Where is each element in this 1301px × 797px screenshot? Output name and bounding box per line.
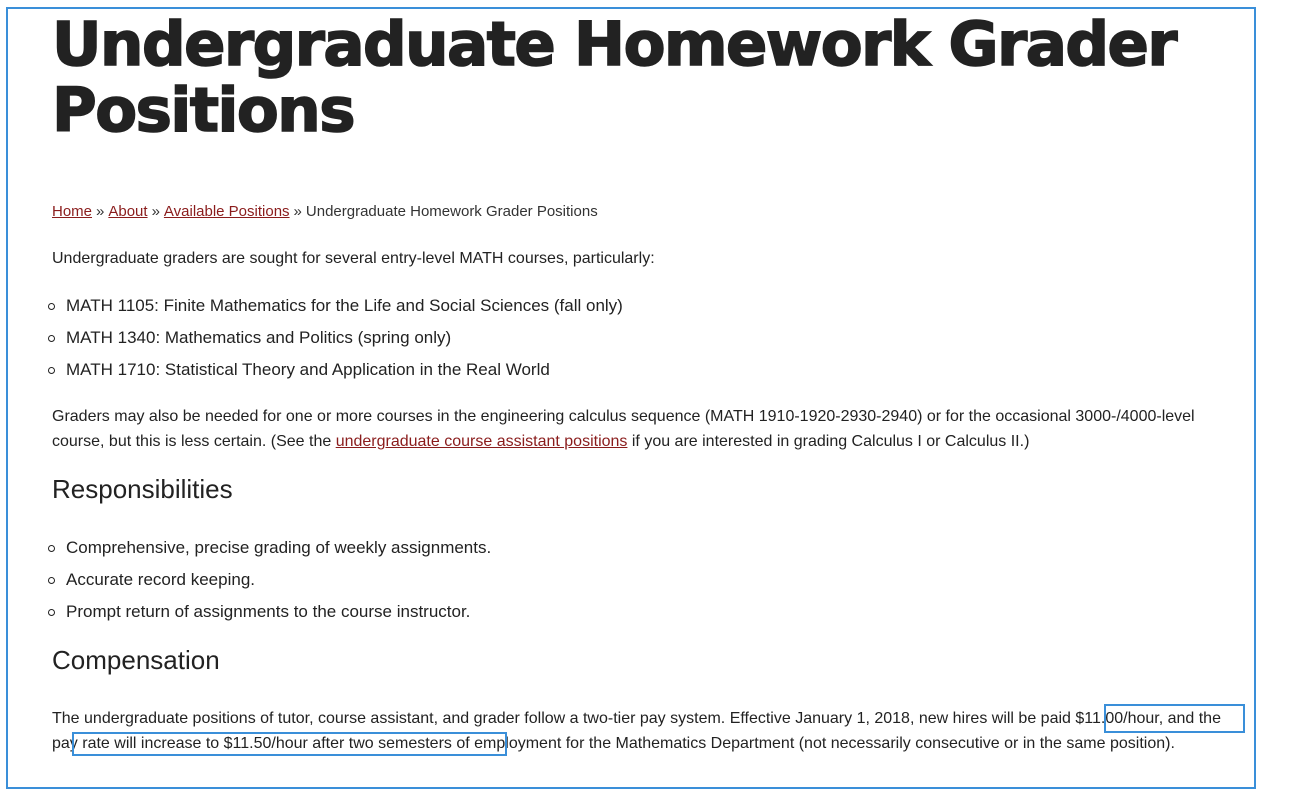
bullet-icon xyxy=(48,303,55,310)
breadcrumb-available-positions-link[interactable]: Available Positions xyxy=(163,203,290,220)
list-item xyxy=(44,532,491,564)
list-item xyxy=(44,322,623,354)
course-label: MATH 1710: Statistical Theory and Application in the Real World xyxy=(66,360,550,379)
breadcrumb-home-link[interactable]: Home xyxy=(52,203,93,220)
graders-note-text-end: if you are interested in grading Calculus I or Calculus II.) xyxy=(627,433,1030,450)
course-label: MATH 1105: Finite Mathematics for the Life and Social Sciences (fall only) xyxy=(66,296,623,315)
breadcrumb-separator: » xyxy=(96,203,105,220)
bullet-icon xyxy=(48,367,55,374)
highlight-box xyxy=(1104,704,1245,733)
intro-text: Undergraduate graders are sought for several entry-level MATH courses, particularly: xyxy=(52,250,655,267)
responsibility-label: Prompt return of assignments to the course instructor. xyxy=(66,602,471,621)
list-item xyxy=(44,596,491,628)
list-item xyxy=(44,564,491,596)
responsibilities-list xyxy=(44,532,491,628)
course-label: MATH 1340: Mathematics and Politics (spring only) xyxy=(66,328,452,347)
breadcrumb-separator: » xyxy=(151,203,160,220)
compensation-heading: Compensation xyxy=(52,645,220,675)
page-title: Undergraduate Homework Grader Positions xyxy=(52,9,1176,146)
responsibility-label: Comprehensive, precise grading of weekly assignments. xyxy=(66,538,492,557)
course-assistant-positions-link[interactable]: undergraduate course assistant positions xyxy=(335,433,628,450)
breadcrumb-about-link[interactable]: About xyxy=(108,203,148,220)
bullet-icon xyxy=(48,577,55,584)
list-item xyxy=(44,290,623,322)
breadcrumb-separator: » xyxy=(293,203,302,220)
highlight-box xyxy=(72,732,507,756)
graders-note-text: Graders may also be needed for one or more courses in the engineering calculus sequence (MATH 1910-1920-2930-2940) or for the occasional 3000-/4000-level course, but this is less certain. (See the xyxy=(52,408,1195,450)
bullet-icon xyxy=(48,545,55,552)
graders-note xyxy=(52,404,1232,454)
bullet-icon xyxy=(48,335,55,342)
responsibilities-heading: Responsibilities xyxy=(52,474,233,504)
bullet-icon xyxy=(48,609,55,616)
list-item xyxy=(44,354,623,386)
breadcrumb xyxy=(52,203,598,220)
responsibility-label: Accurate record keeping. xyxy=(66,570,255,589)
compensation-text: The undergraduate positions of tutor, course assistant, and grader follow a two-tier pay system. Effective January 1, 2018, new hires will be paid $11.00/hour, and the pay rate will increase to $11.50/hour after two semesters of employment for the Mathematics Department (not necessarily consecutive or in the same position). xyxy=(52,710,1221,752)
course-list xyxy=(44,290,623,386)
breadcrumb-current: Undergraduate Homework Grader Positions xyxy=(305,203,598,220)
